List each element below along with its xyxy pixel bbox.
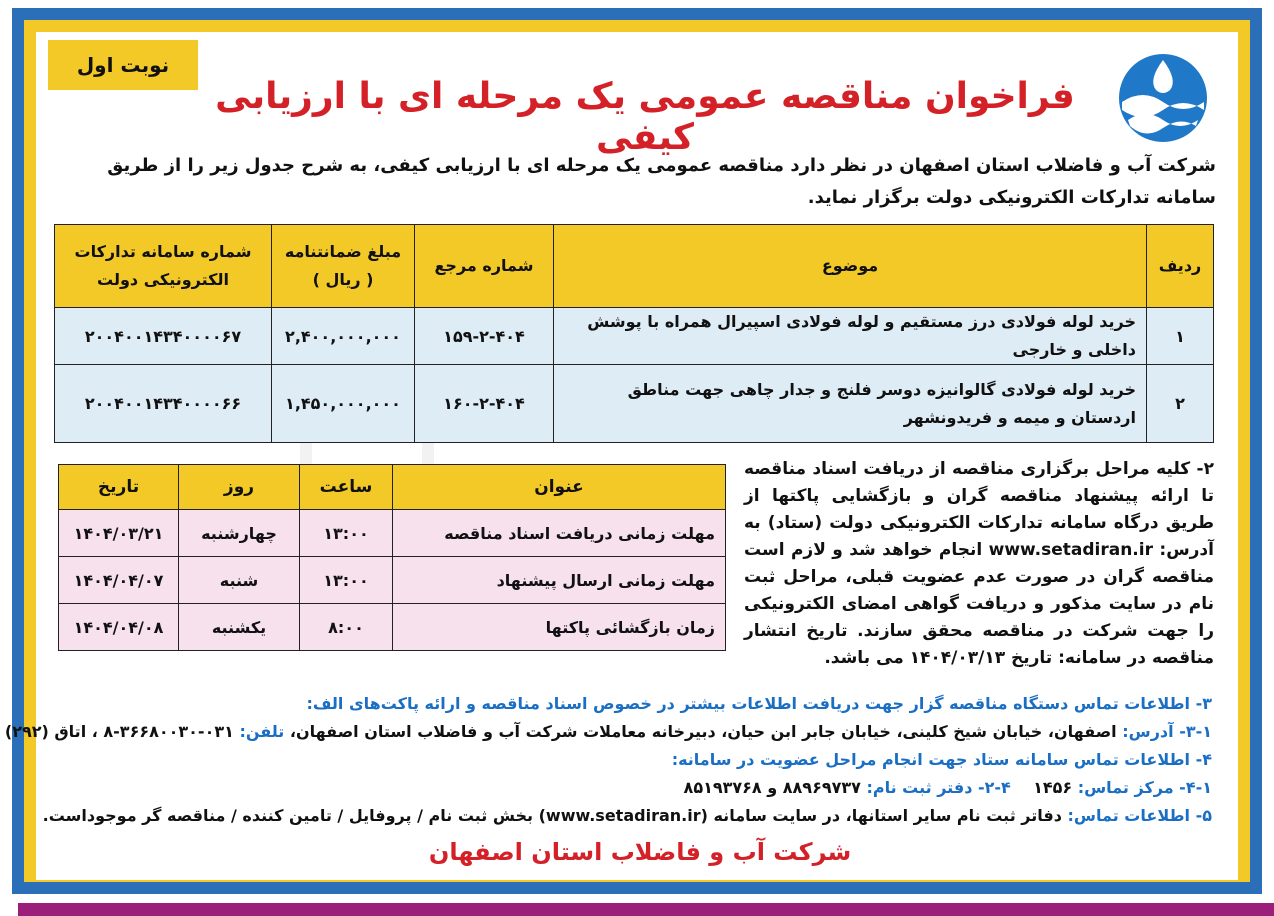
row-date: ۱۴۰۴/۰۴/۰۷ bbox=[59, 557, 179, 604]
phone-label: تلفن: bbox=[239, 722, 285, 741]
section-3-heading: ۳- اطلاعات تماس دستگاه مناقصه گزار جهت دریافت اطلاعات بیشتر در خصوص اسناد مناقصه و ارائه پاکت‌های الف: bbox=[306, 694, 1212, 713]
row-date: ۱۴۰۴/۰۴/۰۸ bbox=[59, 604, 179, 651]
registration-office-value: ۸۸۹۶۹۷۳۷ و ۸۵۱۹۳۷۶۸ bbox=[683, 778, 861, 797]
row-title: مهلت زمانی ارسال پیشنهاد bbox=[393, 557, 726, 604]
water-company-logo-icon bbox=[1108, 40, 1218, 150]
row-number: ۱ bbox=[1147, 308, 1214, 365]
contact-label: ۵- اطلاعات تماس: bbox=[1067, 806, 1212, 825]
row-day: شنبه bbox=[179, 557, 300, 604]
call-center-value: ۱۴۵۶ bbox=[1033, 778, 1073, 797]
contact-text-b: ) بخش ثبت نام / پروفایل / تامین کننده / مناقصه گر موجوداست. bbox=[42, 806, 546, 825]
header-ref-no: شماره مرجع bbox=[415, 225, 554, 308]
header-title: عنوان bbox=[393, 465, 726, 510]
row-subject: خرید لوله فولادی درز مستقیم و لوله فولادی اسپیرال همراه با پوشش داخلی و خارجی bbox=[554, 308, 1147, 365]
header-time: ساعت bbox=[300, 465, 393, 510]
table-row bbox=[55, 365, 1214, 443]
header-setad-line2: الکترونیکی دولت bbox=[97, 270, 229, 289]
header-guarantee bbox=[272, 225, 415, 308]
section-2-text-b: انجام خواهد شد و لازم است مناقصه گران در صورت عدم عضویت قبلی، مراحل ثبت نام در سایت مذکور و دریافت گواهی امضای الکترونیکی را جهت شرکت در مناقصه محقق سازند. تاریخ انتشار مناقصه در سامانه: تاریخ ۱۴۰۴/۰۳/۱۳ می باشد. bbox=[744, 540, 1214, 668]
row-setad: ۲۰۰۴۰۰۱۴۳۴۰۰۰۰۶۷ bbox=[55, 308, 272, 365]
table-row bbox=[59, 604, 726, 651]
row-time: ۱۳:۰۰ bbox=[300, 510, 393, 557]
row-ref-no: ۱۵۹-۲-۴۰۴ bbox=[415, 308, 554, 365]
tender-table bbox=[54, 224, 1214, 443]
table-row bbox=[55, 308, 1214, 365]
header-row-number: ردیف bbox=[1147, 225, 1214, 308]
bottom-bar bbox=[18, 903, 1274, 916]
header-day: روز bbox=[179, 465, 300, 510]
row-day: چهارشنبه bbox=[179, 510, 300, 557]
address-label: ۳-۱- آدرس: bbox=[1122, 722, 1212, 741]
section-2-paragraph bbox=[744, 456, 1214, 672]
row-ref-no: ۱۶۰-۲-۴۰۴ bbox=[415, 365, 554, 443]
header-date: تاریخ bbox=[59, 465, 179, 510]
row-guarantee: ۱,۴۵۰,۰۰۰,۰۰۰ bbox=[272, 365, 415, 443]
intro-paragraph: شرکت آب و فاضلاب استان اصفهان در نظر دارد مناقصه عمومی یک مرحله ای با ارزیابی کیفی، به شرح جدول زیر را از طریق سامانه تدارکات الکترونیکی دولت برگزار نماید. bbox=[107, 155, 1216, 208]
schedule-table bbox=[58, 464, 726, 651]
setad-url[interactable]: www.setadiran.ir bbox=[988, 540, 1153, 560]
row-title: زمان بازگشائی پاکتها bbox=[393, 604, 726, 651]
tender-table-header bbox=[55, 225, 1214, 308]
row-day: یکشنبه bbox=[179, 604, 300, 651]
row-guarantee: ۲,۴۰۰,۰۰۰,۰۰۰ bbox=[272, 308, 415, 365]
row-setad: ۲۰۰۴۰۰۱۴۳۴۰۰۰۰۶۶ bbox=[55, 365, 272, 443]
section-4-heading: ۴- اطلاعات تماس سامانه ستاد جهت انجام مراحل عضویت در سامانه: bbox=[671, 750, 1212, 769]
contact-text-a: دفاتر ثبت نام سایر استانها، در سایت سامانه ( bbox=[700, 806, 1062, 825]
row-date: ۱۴۰۴/۰۳/۲۱ bbox=[59, 510, 179, 557]
header-guarantee-line2: ( ریال ) bbox=[312, 270, 374, 289]
header-setad bbox=[55, 225, 272, 308]
row-subject: خرید لوله فولادی گالوانیزه دوسر فلنج و جدار چاهی جهت مناطق اردستان و میمه و فریدونشهر bbox=[554, 365, 1147, 443]
section-3-1-line bbox=[5, 722, 1212, 741]
row-time: ۸:۰۰ bbox=[300, 604, 393, 651]
row-time: ۱۳:۰۰ bbox=[300, 557, 393, 604]
header-setad-line1: شماره سامانه تدارکات bbox=[74, 242, 252, 261]
section-4-1-line bbox=[684, 778, 1212, 797]
header-subject: موضوع bbox=[554, 225, 1147, 308]
page-title: فراخوان مناقصه عمومی یک مرحله ای با ارزیابی کیفی bbox=[215, 76, 1075, 158]
address-text: اصفهان، خیابان شیخ کلینی، خیابان جابر ابن حیان، دبیرخانه معاملات شرکت آب و فاضلاب استان اصفهان، bbox=[289, 722, 1117, 741]
row-title: مهلت زمانی دریافت اسناد مناقصه bbox=[393, 510, 726, 557]
table-row bbox=[59, 557, 726, 604]
header-guarantee-line1: مبلغ ضمانتنامه bbox=[284, 242, 402, 261]
phone-value: ۰۳۱-۳۶۶۸۰۰۳۰-۸ ، اتاق (۲۹۲) bbox=[4, 722, 234, 741]
table-row bbox=[59, 510, 726, 557]
section-2-text-a: ۲- کلیه مراحل برگزاری مناقصه از دریافت اسناد مناقصه تا ارائه پیشنهاد مناقصه گران و بازگشایی پاکتها از طریق درگاه سامانه تدارکات الکترونیکی دولت (ستاد) به آدرس: bbox=[744, 459, 1214, 560]
schedule-table-header bbox=[59, 465, 726, 510]
setad-url-2[interactable]: www.setadiran.ir bbox=[545, 806, 701, 825]
company-signature: شرکت آب و فاضلاب استان اصفهان bbox=[428, 838, 852, 866]
registration-office-label: ۴-۲- دفتر ثبت نام: bbox=[866, 778, 1011, 797]
row-number: ۲ bbox=[1147, 365, 1214, 443]
section-5-line bbox=[43, 806, 1212, 825]
round-badge: نوبت اول bbox=[48, 40, 198, 90]
call-center-label: ۴-۱- مرکز تماس: bbox=[1077, 778, 1212, 797]
